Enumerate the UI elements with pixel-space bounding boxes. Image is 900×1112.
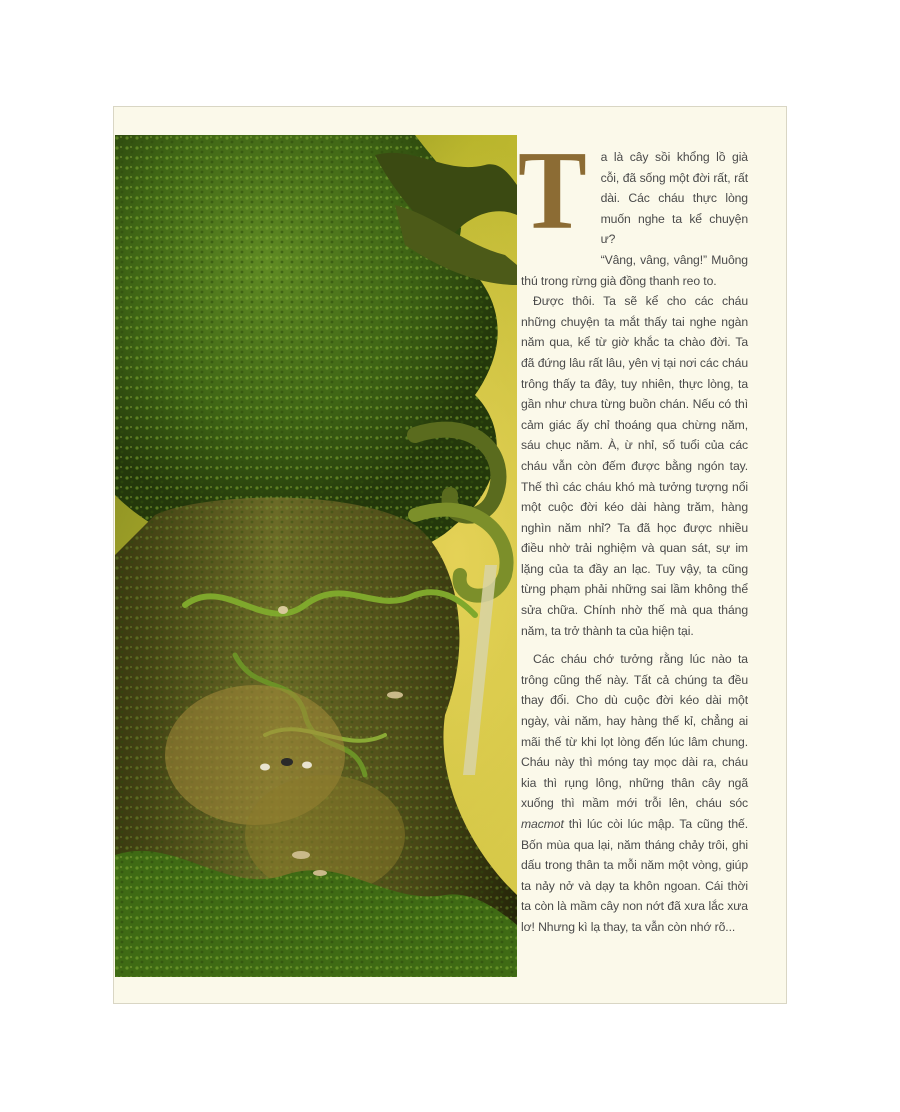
story-paragraph-3: Được thôi. Ta sẽ kể cho các cháu những chuyện ta mắt thấy tai nghe ngàn năm qua, kể từ giờ khắc ta chào đời. Ta đã đứng lâu rất lâu, yên vị tại nơi các cháu trông thấy ta đây, tuy nhiên, thực lòng, ta gần như chưa từng buồn chán. Nếu có thì cảm giác ấy chỉ thoáng qua chừng năm, sáu chục năm. À, ừ nhỉ, số tuổi của các cháu vẫn còn đếm được bằng ngón tay. Thế thì các cháu khó mà tưởng tượng nổi một cuộc đời kéo dài hàng trăm, hàng nghìn năm nhỉ? Ta đã học được nhiều điều nhờ trải nghiệm và quan sát, sự im lặng của ta đầy an lạc. Tuy vậy, ta cũng từng phạm phải những sai lầm không thể sửa chữa. Chính nhờ thế mà qua tháng năm, ta trở thành ta của hiện tại. bbox=[521, 294, 748, 638]
drop-cap: T bbox=[518, 129, 587, 253]
oak-tree-illustration bbox=[115, 135, 517, 977]
story-paragraph-1 bbox=[518, 129, 748, 253]
story-paragraph-4-after: thì lúc còi lúc mập. Ta cũng thế. Bốn mùa qua lại, năm tháng chảy trôi, ghi dấu trong thân ta mỗi năm một vòng, giúp ta nảy nở và dạy ta khôn ngoan. Cái thời ta còn là mầm cây non nớt đã xưa lắc xưa lơ! Nhưng kì lạ thay, ta vẫn còn nhớ rõ... bbox=[521, 817, 748, 934]
story-text bbox=[518, 129, 748, 938]
story-paragraph-4 bbox=[521, 649, 748, 937]
story-paragraph-4-before: Các cháu chớ tưởng rằng lúc nào ta trông cũng thế này. Tất cả chúng ta đều thay đổi. Cho dù cuộc đời kéo dài một ngày, vài năm, hay hàng thế kỉ, chẳng ai mãi thế từ khi lọt lòng đến lúc lâm chung. Cháu này thì móng tay mọc dài ra, cháu kia thì rụng lông, những thân cây ngã xuống thì mầm mới trỗi lên, cháu sóc bbox=[521, 652, 748, 811]
story-paragraph-4-italic: macmot bbox=[521, 817, 564, 831]
story-paragraph-1-text: a là cây sồi khổng lồ già cỗi, đã sống một đời rất, rất dài. Các cháu thực lòng muốn nghe ta kể chuyện ư? bbox=[600, 150, 748, 247]
book-page bbox=[113, 106, 787, 1004]
story-paragraph-2: “Vâng, vâng, vâng!” Muông thú trong rừng già đồng thanh reo to. bbox=[521, 252, 748, 288]
oak-tree-painting bbox=[115, 135, 517, 977]
